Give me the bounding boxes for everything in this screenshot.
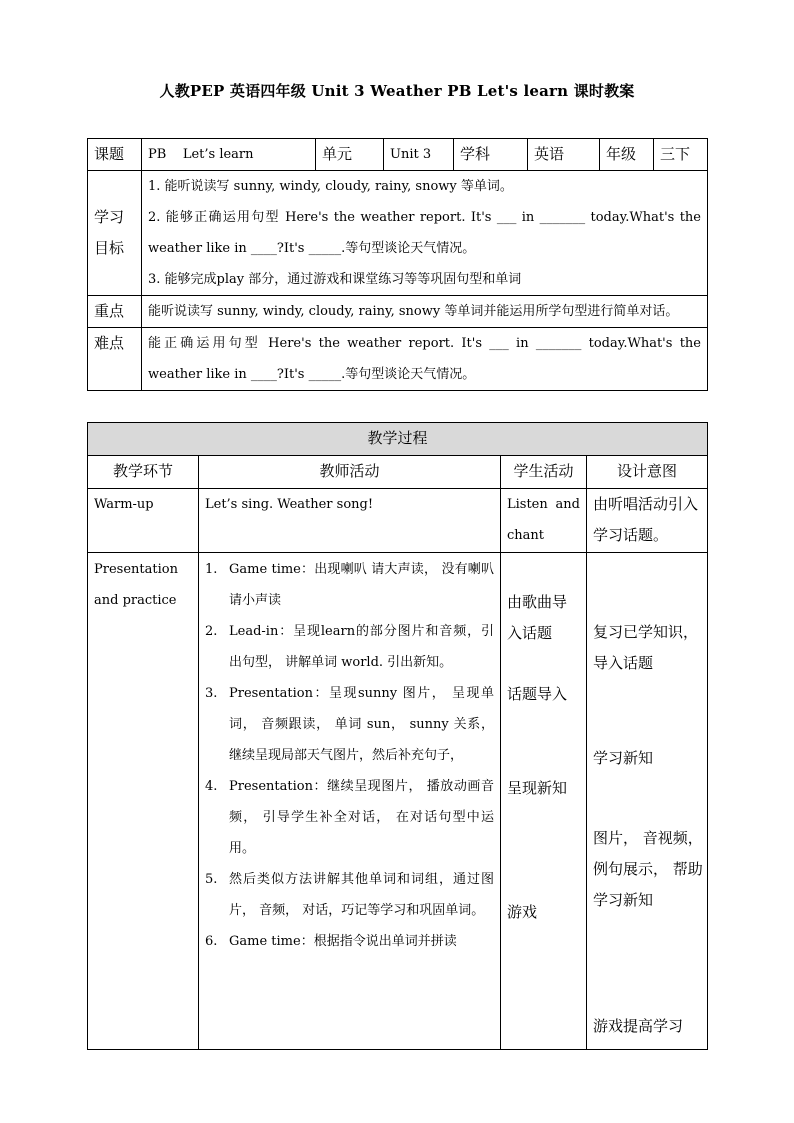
grade-label: 年级 — [600, 139, 654, 171]
unit-value: Unit 3 — [384, 139, 454, 171]
warmup-student: Listen and chant — [501, 489, 587, 553]
goal-item: 3. 能够完成play 部分，通过游戏和课堂练习等等巩固句型和单词 — [148, 272, 522, 287]
topic-label: 课题 — [88, 139, 142, 171]
warmup-teacher: Let’s sing. Weather song! — [199, 489, 501, 553]
list-item: 6. Game time：根据指令说出单词并拼读 — [205, 934, 457, 949]
warmup-row — [88, 489, 708, 553]
intent-item: 游戏提高学习 — [593, 1017, 684, 1035]
list-item: 1. Game time：出现喇叭 请大声读， 没有喇叭请小声读 — [205, 562, 494, 608]
subject-value: 英语 — [528, 139, 600, 171]
goals-content — [142, 171, 708, 296]
teacher-activity-list — [205, 554, 494, 957]
teaching-process-table — [87, 422, 708, 1050]
intent-item: 学习新知 — [593, 749, 654, 767]
key-points-row — [88, 296, 708, 328]
presentation-teacher — [199, 553, 501, 1050]
topic-value: PB Let’s learn — [142, 139, 316, 171]
key-points-label: 重点 — [88, 296, 142, 328]
info-row — [88, 139, 708, 171]
process-title: 教学过程 — [88, 423, 708, 456]
grade-value: 三下 — [654, 139, 708, 171]
header-stage: 教学环节 — [88, 456, 199, 489]
goal-item: 2. 能够正确运用句型 Here's the weather report. It's ___ in _______ today.What's the weather like in ____?It's _____.等句型谈论天气情况。 — [148, 210, 701, 256]
difficulties-text: 能正确运用句型 Here's the weather report. It's ___ in _______ today.What's the weather like in ____?It's _____.等句型谈论天气情况。 — [142, 328, 708, 391]
difficulties-label: 难点 — [88, 328, 142, 391]
header-teacher: 教师活动 — [199, 456, 501, 489]
intent-item: 复习已学知识，导入话题 — [593, 623, 699, 672]
warmup-intent: 由听唱活动引入学习话题。 — [587, 489, 708, 553]
student-item: 呈现新知 — [507, 779, 568, 797]
goal-item: 1. 能听说读写 sunny, windy, cloudy, rainy, snowy 等单词。 — [148, 179, 513, 194]
process-header-row — [88, 456, 708, 489]
goals-label: 学习目标 — [88, 171, 142, 296]
subject-label: 学科 — [454, 139, 528, 171]
header-student: 学生活动 — [501, 456, 587, 489]
list-item: 3. Presentation：呈现sunny 图片， 呈现单词， 音频跟读， 单词 sun， sunny 关系，继续呈现局部天气图片，然后补充句子， — [205, 686, 494, 763]
document-title: 人教PEP 英语四年级 Unit 3 Weather PB Let's learn 课时教案 — [159, 82, 635, 100]
goals-row — [88, 171, 708, 296]
lesson-info-table — [87, 138, 708, 391]
intent-item: 图片， 音视频，例句展示， 帮助学习新知 — [593, 829, 703, 909]
list-item: 2. Lead-in：呈现learn的部分图片和音频，引出句型， 讲解单词 world. 引出新知。 — [205, 624, 494, 670]
presentation-row — [88, 553, 708, 1050]
unit-label: 单元 — [316, 139, 384, 171]
warmup-stage: Warm-up — [88, 489, 199, 553]
difficulties-row — [88, 328, 708, 391]
presentation-intent — [587, 553, 708, 1050]
key-points-text: 能听说读写 sunny, windy, cloudy, rainy, snowy 等单词并能运用所学句型进行简单对话。 — [142, 296, 708, 328]
student-item: 游戏 — [507, 903, 538, 921]
list-item: 5. 然后类似方法讲解其他单词和词组，通过图片， 音频， 对话，巧记等学习和巩固单词。 — [205, 872, 494, 918]
presentation-student — [501, 553, 587, 1050]
presentation-stage: Presentation and practice — [88, 553, 199, 1050]
student-item: 由歌曲导入话题 — [507, 593, 568, 642]
student-item: 话题导入 — [507, 685, 568, 703]
header-intent: 设计意图 — [587, 456, 708, 489]
list-item: 4. Presentation：继续呈现图片， 播放动画音频， 引导学生补全对话， 在对话句型中运用。 — [205, 779, 494, 856]
